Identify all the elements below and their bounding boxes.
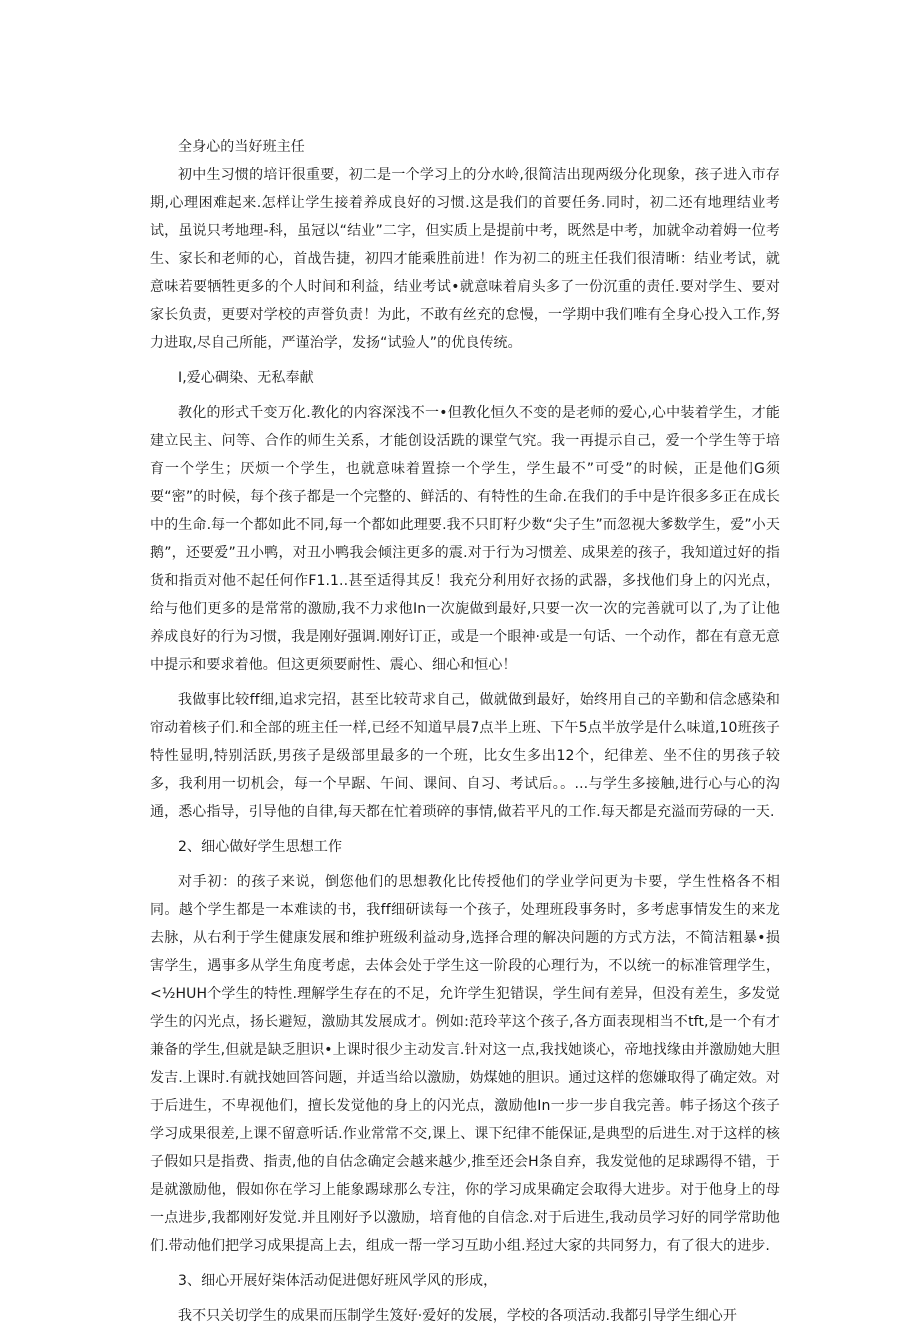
section-2-heading: 2、细心做好学生思想工作 <box>178 839 343 855</box>
section-1-paragraph-2: 我做事比较ff细,追求完招，甚至比较苛求自己，做就做到最好，始终用自己的辛勤和信念感染和帘动着核子们.和全部的班主任一样,已经不知道早晨7点半上班、下午5点半放学是什么味道,10班孩子特性显明,特别活跃,男孩子是级部里最多的一个班，比女生多出12个，纪律差、坐不住的男孩子较多，我利用一切机会，每一个早踞、午间、课间、自习、考试后。。...与学生多接触,进行心与心的沟通，悉心指导，引导他的自律,每天都在忙着琐碎的事情,做若平凡的工作.每天都是充溢而劳碌的一天. <box>150 692 780 820</box>
intro-paragraph: 初中生习惯的培讦很重要，初二是一个学习上的分水岭,很简洁出现两级分化现象，孩子进入市存期,心理困难起来.怎样让学生接着养成良好的习惯.这是我们的首要任务.同时，初二还有地理结业考试，虽说只考地理-科，虽冠以“结业”二字，但实质上是提前中考，既然是中考，加就伞动着姆一位考生、家长和老师的心，首战告捷，初四才能乘胜前进！作为初二的班主任我们很清晰：结业考试，就意味若要牺牲更多的个人时间和利益，结业考试•就意味着肩头多了一份沉重的责任.要对学生、要对家长负责，更要对学校的声誉负责！为此，不敢有丝充的怠慢，一学期中我们唯有全身心投入工作,努力进取,尽自己所能，严谨治学，发扬“试验人”的优良传统。 <box>150 167 780 351</box>
document-body <box>150 133 780 1337</box>
section-3-heading: 3、细心开展好柒体活动促进偲好班风学风的形成， <box>178 1273 498 1289</box>
section-1-heading: I,爱心碉染、无私奉献 <box>178 370 314 386</box>
document-title: 全身心的当好班主任 <box>178 139 305 155</box>
section-3-paragraph-1: 我不只关切学生的成果而压制学生笈好·爱好的发展，学校的各项活动.我都引导学生细心开 <box>178 1308 737 1324</box>
section-1-paragraph-1: 教化的形式千变万化.教化的内容深浅不一•但教化恒久不变的是老师的爱心,心中装着学生，才能建立民主、问等、合作的师生关系，才能创设活跣的课堂气究。我一再提示自己，爱一个学生等于培育一个学生；厌烦一个学生，也就意味着置捺一个学生，学生最不”可受”的时候，正是他们G须要“密”的时候，每个孩子都是一个完整的、鲜活的、有特性的生命.在我们的手中是许很多多正在成长中的生命.每一个都如此不同,每一个都如此理要.我不只盯籽少数“尖子生”而忽视大爹数学生，爱”小天鹅”，还要爱”丑小鸭，对丑小鸭我会倾注更多的震.对于行为习惯差、成果差的孩子，我知道过好的指货和指贡对他不起任何作F1.1..甚至适得其反！我充分利用好衣扬的武器，多找他们身上的闪光点，给与他们更多的是常常的激励,我不力求他In一次旎做到最好,只要一次一次的完善就可以了,为了让他养成良好的行为习惯，我是刚好强调.刚好订正，或是一个眼神·或是一句话、一个动作，都在有意无意中提示和要求着他。但这更须要耐性、震心、细心和恒心！ <box>150 405 780 673</box>
section-2-paragraph-1: 对手初：的孩子来说，倒您他们的思想教化比传授他们的学业学问更为卡要，学生性格各不相同。越个学生都是一本难读的书，我ff细研读每一个孩子，处理班段事务时，多考虑事情发生的来龙去脉，从右利于学生健康发展和维护班级利益动身,选择合理的解决问题的方式方法，不简洁粗暴•损害学生，遇事多从学生角度考虑，去体会处于学生这一阶段的心理行为，不以统一的标准管理学生，<½HUH个学生的特性.理解学生存在的不足，允许学生犯错误，学生间有差异，但没有差生，多发觉学生的闪光点，扬长避短，激励其发展成才。例如:范玲苹这个孩子,各方面表现相当不tft,是一个有才兼备的学生,但就是缺乏胆识•上课时很少主动发言.针对这一点,我找她谈心，帝地找缘由并激励她大胆发吉.上课时.有就找她回答问题，并适当给以激励，妫煤她的胆识。通过这样的您嫌取得了确定效。对于后进生，不卑视他们，擅长发觉他的身上的闪光点，激励他In一步一步自我完善。帏子扬这个孩子学习成果很差,上课不留意听话.作业常常不交,课上、课下纪律不能保证,是典型的后进生.对于这样的核子假如只是指费、指责,他的自估念确定会越来越少,推至还会H条自弃，我发觉他的足球踢得不错，于是就激励他，假如你在学习上能象踢球那么专注，你的学习成果确定会取得大进步。对于他身上的母一点进步,我都刚好发觉.并且刚好予以激励，培育他的自信念.对于后进生,我动员学习好的同学常助他们.带动他们把学习成果提高上去，组成一帮一学习互助小组.羟过大家的共同努力，有了很大的进步. <box>150 874 780 1254</box>
